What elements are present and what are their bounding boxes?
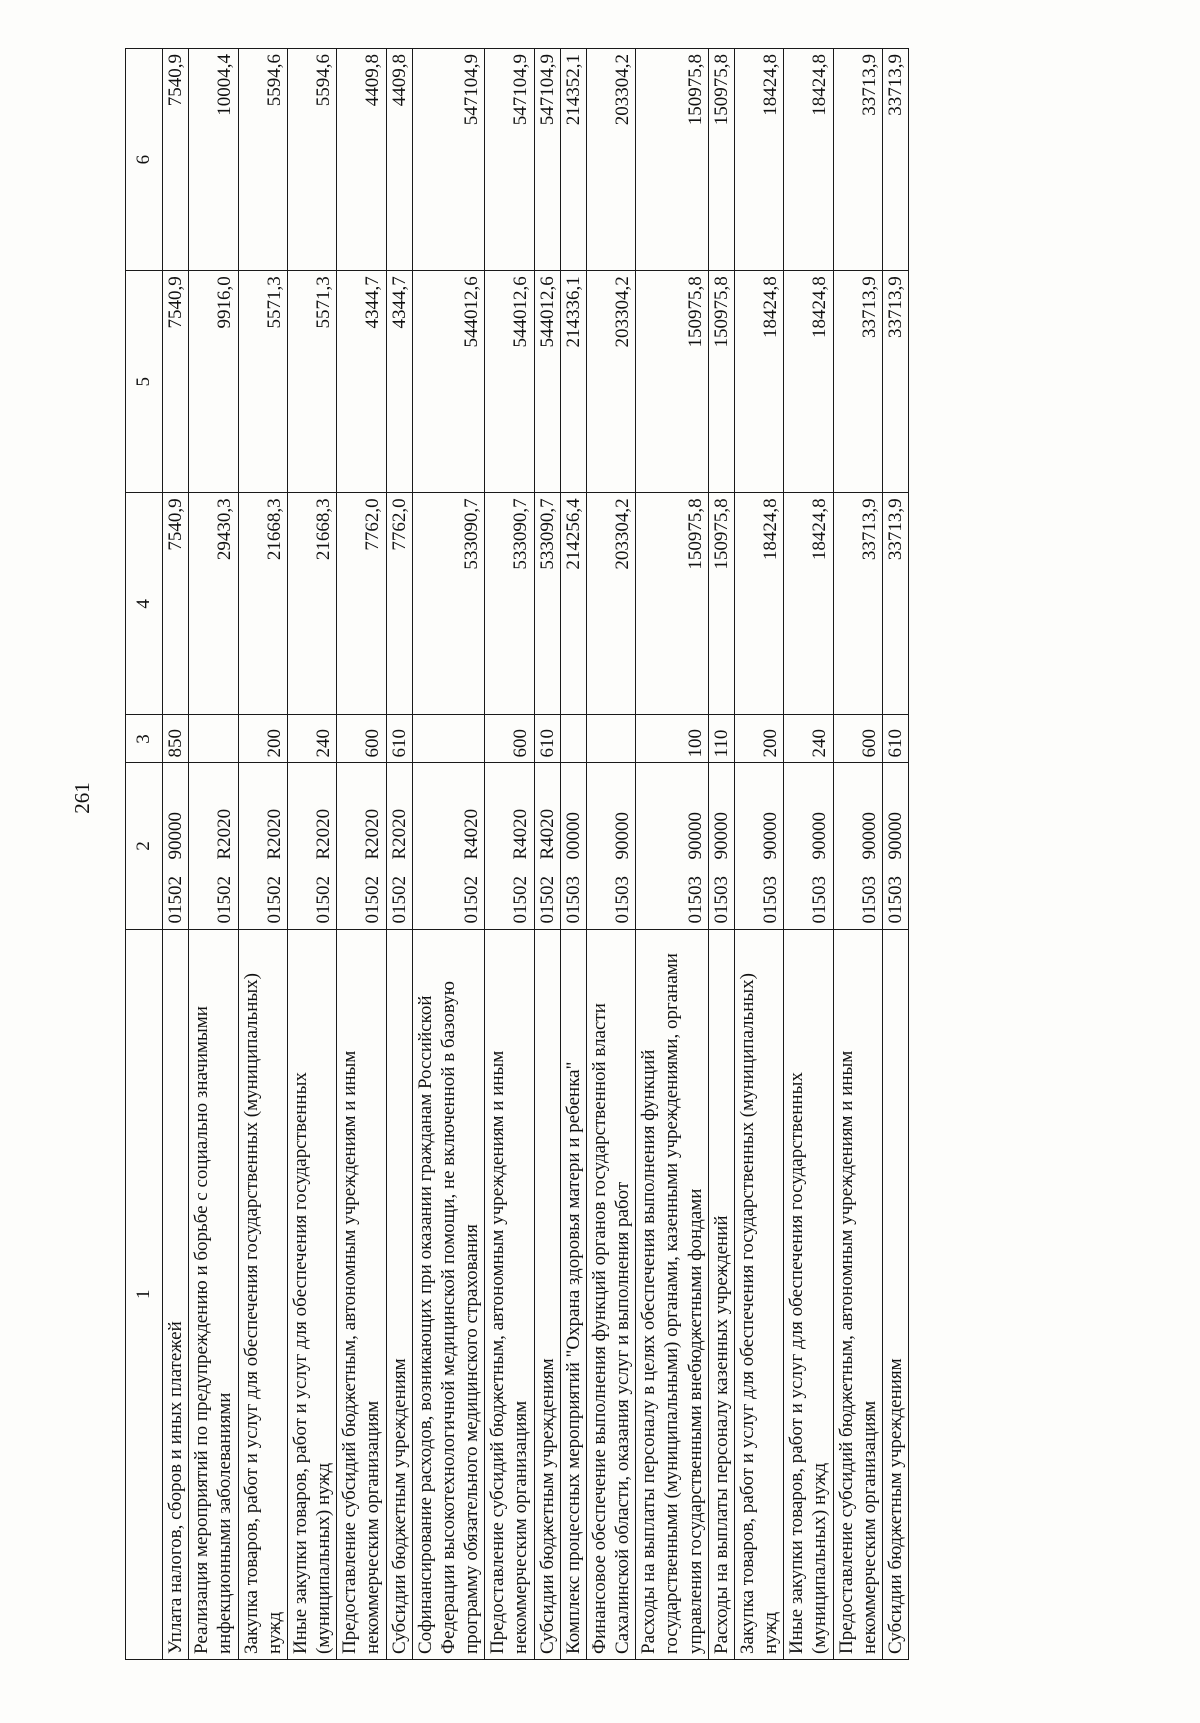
amount-col5-cell: 150975,8 xyxy=(636,271,709,493)
direction-code: 90000 xyxy=(760,812,782,860)
amount-col5-cell: 7540,9 xyxy=(163,271,189,493)
row-name-cell: Финансовое обеспечение выполнения функций органов государственной власти Сахалинской области, оказания услуг и выполнения работ xyxy=(586,929,635,1659)
direction-code: R2020 xyxy=(214,808,236,860)
amount-col4-cell: 150975,8 xyxy=(708,493,734,715)
amount-col6-cell: 5594,6 xyxy=(287,49,336,271)
column-header: 5 xyxy=(126,271,163,493)
amount-col5-cell: 4344,7 xyxy=(386,271,412,493)
program-code: 01502 xyxy=(536,876,558,924)
program-code: 01502 xyxy=(165,876,186,924)
table-row xyxy=(560,49,586,1660)
amount-col4-cell: 29430,3 xyxy=(189,493,238,715)
amount-col5-cell: 203304,2 xyxy=(586,271,635,493)
expense-type-cell: 610 xyxy=(386,715,412,763)
row-name-cell: Комплекс процессных мероприятий "Охрана здоровья матери и ребенка" xyxy=(560,929,586,1659)
amount-col5-cell: 544012,6 xyxy=(412,271,485,493)
target-code-cell xyxy=(238,763,287,929)
target-code-cell xyxy=(337,763,386,929)
expense-type-cell xyxy=(412,715,485,763)
column-header: 6 xyxy=(126,49,163,271)
expense-type-cell xyxy=(560,715,586,763)
table-row xyxy=(534,49,560,1660)
amount-col4-cell: 533090,7 xyxy=(485,493,534,715)
target-code-cell xyxy=(163,763,189,929)
table-row xyxy=(238,49,287,1660)
amount-col4-cell: 21668,3 xyxy=(238,493,287,715)
target-code-cell xyxy=(636,763,709,929)
table-row xyxy=(586,49,635,1660)
target-code-cell xyxy=(708,763,734,929)
row-name-cell: Софинансирование расходов, возникающих при оказании гражданам Российской Федерации высокотехнологичной медицинской помощи, не включенной в базовую программу обязательного медицинского страхования xyxy=(412,929,485,1659)
direction-code: R2020 xyxy=(313,808,335,860)
amount-col6-cell: 18424,8 xyxy=(734,49,783,271)
amount-col5-cell: 544012,6 xyxy=(485,271,534,493)
amount-col6-cell: 4409,8 xyxy=(337,49,386,271)
page-number: 261 xyxy=(70,782,94,814)
program-code: 01503 xyxy=(809,876,831,924)
program-code: 01503 xyxy=(684,876,706,924)
amount-col5-cell: 18424,8 xyxy=(734,271,783,493)
direction-code: 90000 xyxy=(858,812,880,860)
row-name-cell: Закупка товаров, работ и услуг для обеспечения государственных (муниципальных) нужд xyxy=(238,929,287,1659)
amount-col4-cell: 214256,4 xyxy=(560,493,586,715)
amount-col6-cell: 33713,9 xyxy=(833,49,882,271)
row-name-cell: Предоставление субсидий бюджетным, автономным учреждениям и иным некоммерческим организациям xyxy=(833,929,882,1659)
amount-col4-cell: 533090,7 xyxy=(412,493,485,715)
amount-col4-cell: 33713,9 xyxy=(833,493,882,715)
expense-type-cell: 240 xyxy=(784,715,833,763)
amount-col6-cell: 547104,9 xyxy=(412,49,485,271)
amount-col4-cell: 18424,8 xyxy=(784,493,833,715)
expense-type-cell: 110 xyxy=(708,715,734,763)
direction-code: 90000 xyxy=(165,812,186,860)
table-row xyxy=(708,49,734,1660)
amount-col5-cell: 5571,3 xyxy=(287,271,336,493)
target-code-cell xyxy=(560,763,586,929)
program-code: 01503 xyxy=(858,876,880,924)
amount-col4-cell: 533090,7 xyxy=(534,493,560,715)
amount-col4-cell: 7540,9 xyxy=(163,493,189,715)
amount-col6-cell: 5594,6 xyxy=(238,49,287,271)
amount-col4-cell: 21668,3 xyxy=(287,493,336,715)
amount-col6-cell: 150975,8 xyxy=(708,49,734,271)
row-name-cell: Расходы на выплаты персоналу казенных учреждений xyxy=(708,929,734,1659)
direction-code: R4020 xyxy=(536,808,558,860)
table-row xyxy=(636,49,709,1660)
amount-col5-cell: 150975,8 xyxy=(708,271,734,493)
row-name-cell: Реализация мероприятий по предупреждению и борьбе с социально значимыми инфекционными заболеваниями xyxy=(189,929,238,1659)
target-code-cell xyxy=(287,763,336,929)
target-code-cell xyxy=(784,763,833,929)
column-header: 3 xyxy=(126,715,163,763)
amount-col6-cell: 4409,8 xyxy=(386,49,412,271)
amount-col4-cell: 7762,0 xyxy=(386,493,412,715)
amount-col4-cell: 7762,0 xyxy=(337,493,386,715)
table-row xyxy=(833,49,882,1660)
expense-type-cell: 610 xyxy=(882,715,908,763)
target-code-cell xyxy=(833,763,882,929)
table-row xyxy=(734,49,783,1660)
program-code: 01503 xyxy=(760,876,782,924)
row-name-cell: Иные закупки товаров, работ и услуг для обеспечения государственных (муниципальных) нужд xyxy=(287,929,336,1659)
row-name-cell: Закупка товаров, работ и услуг для обеспечения государственных (муниципальных) нужд xyxy=(734,929,783,1659)
target-code-cell xyxy=(882,763,908,929)
expense-type-cell: 100 xyxy=(636,715,709,763)
row-name-cell: Субсидии бюджетным учреждениям xyxy=(534,929,560,1659)
column-header: 4 xyxy=(126,493,163,715)
row-name-cell: Субсидии бюджетным учреждениям xyxy=(386,929,412,1659)
expense-type-cell: 600 xyxy=(485,715,534,763)
amount-col5-cell: 33713,9 xyxy=(882,271,908,493)
amount-col6-cell: 33713,9 xyxy=(882,49,908,271)
amount-col6-cell: 547104,9 xyxy=(534,49,560,271)
target-code-cell xyxy=(189,763,238,929)
table-row xyxy=(412,49,485,1660)
expense-type-cell: 200 xyxy=(734,715,783,763)
direction-code: 90000 xyxy=(884,812,906,860)
column-header: 1 xyxy=(126,929,163,1659)
amount-col6-cell: 10004,4 xyxy=(189,49,238,271)
direction-code: R2020 xyxy=(362,808,384,860)
program-code: 01502 xyxy=(461,876,483,924)
direction-code: 90000 xyxy=(710,812,732,860)
target-code-cell xyxy=(386,763,412,929)
table-row xyxy=(882,49,908,1660)
table-row xyxy=(784,49,833,1660)
amount-col6-cell: 203304,2 xyxy=(586,49,635,271)
amount-col5-cell: 5571,3 xyxy=(238,271,287,493)
expense-type-cell: 600 xyxy=(337,715,386,763)
amount-col5-cell: 33713,9 xyxy=(833,271,882,493)
budget-table xyxy=(125,48,909,1660)
amount-col4-cell: 33713,9 xyxy=(882,493,908,715)
amount-col6-cell: 7540,9 xyxy=(163,49,189,271)
direction-code: 90000 xyxy=(612,812,634,860)
program-code: 01502 xyxy=(313,876,335,924)
expense-type-cell: 600 xyxy=(833,715,882,763)
table-row xyxy=(189,49,238,1660)
amount-col4-cell: 203304,2 xyxy=(586,493,635,715)
row-name-cell: Предоставление субсидий бюджетным, автономным учреждениям и иным некоммерческим организациям xyxy=(485,929,534,1659)
direction-code: 00000 xyxy=(562,812,584,860)
direction-code: R4020 xyxy=(461,808,483,860)
table-header-row xyxy=(126,49,163,1660)
table-row xyxy=(337,49,386,1660)
amount-col5-cell: 4344,7 xyxy=(337,271,386,493)
target-code-cell xyxy=(586,763,635,929)
program-code: 01503 xyxy=(612,876,634,924)
direction-code: R2020 xyxy=(263,808,285,860)
amount-col5-cell: 214336,1 xyxy=(560,271,586,493)
column-header: 2 xyxy=(126,763,163,929)
table-row xyxy=(485,49,534,1660)
row-name-cell: Расходы на выплаты персоналу в целях обеспечения выполнения функций государственными (муниципальными) органами, казенными учреждениями, органами управления государственными внебюджетными фондами xyxy=(636,929,709,1659)
direction-code: R4020 xyxy=(510,808,532,860)
program-code: 01502 xyxy=(388,876,410,924)
program-code: 01503 xyxy=(884,876,906,924)
row-name-cell: Субсидии бюджетным учреждениям xyxy=(882,929,908,1659)
target-code-cell xyxy=(734,763,783,929)
expense-type-cell xyxy=(189,715,238,763)
amount-col4-cell: 18424,8 xyxy=(734,493,783,715)
expense-type-cell: 850 xyxy=(163,715,189,763)
direction-code: 90000 xyxy=(684,812,706,860)
program-code: 01502 xyxy=(263,876,285,924)
target-code-cell xyxy=(485,763,534,929)
amount-col6-cell: 214352,1 xyxy=(560,49,586,271)
table-row xyxy=(386,49,412,1660)
program-code: 01503 xyxy=(562,876,584,924)
amount-col5-cell: 18424,8 xyxy=(784,271,833,493)
row-name-cell: Иные закупки товаров, работ и услуг для обеспечения государственных (муниципальных) нужд xyxy=(784,929,833,1659)
amount-col6-cell: 547104,9 xyxy=(485,49,534,271)
target-code-cell xyxy=(534,763,560,929)
direction-code: 90000 xyxy=(809,812,831,860)
program-code: 01502 xyxy=(510,876,532,924)
expense-type-cell: 200 xyxy=(238,715,287,763)
program-code: 01503 xyxy=(710,876,732,924)
table-row xyxy=(287,49,336,1660)
row-name-cell: Уплата налогов, сборов и иных платежей xyxy=(163,929,189,1659)
amount-col5-cell: 544012,6 xyxy=(534,271,560,493)
row-name-cell: Предоставление субсидий бюджетным, автономным учреждениям и иным некоммерческим организациям xyxy=(337,929,386,1659)
amount-col4-cell: 150975,8 xyxy=(636,493,709,715)
direction-code: R2020 xyxy=(388,808,410,860)
expense-type-cell: 610 xyxy=(534,715,560,763)
table-row xyxy=(163,49,189,1660)
program-code: 01502 xyxy=(214,876,236,924)
expense-type-cell: 240 xyxy=(287,715,336,763)
expense-type-cell xyxy=(586,715,635,763)
amount-col6-cell: 150975,8 xyxy=(636,49,709,271)
program-code: 01502 xyxy=(362,876,384,924)
amount-col5-cell: 9916,0 xyxy=(189,271,238,493)
target-code-cell xyxy=(412,763,485,929)
amount-col6-cell: 18424,8 xyxy=(784,49,833,271)
